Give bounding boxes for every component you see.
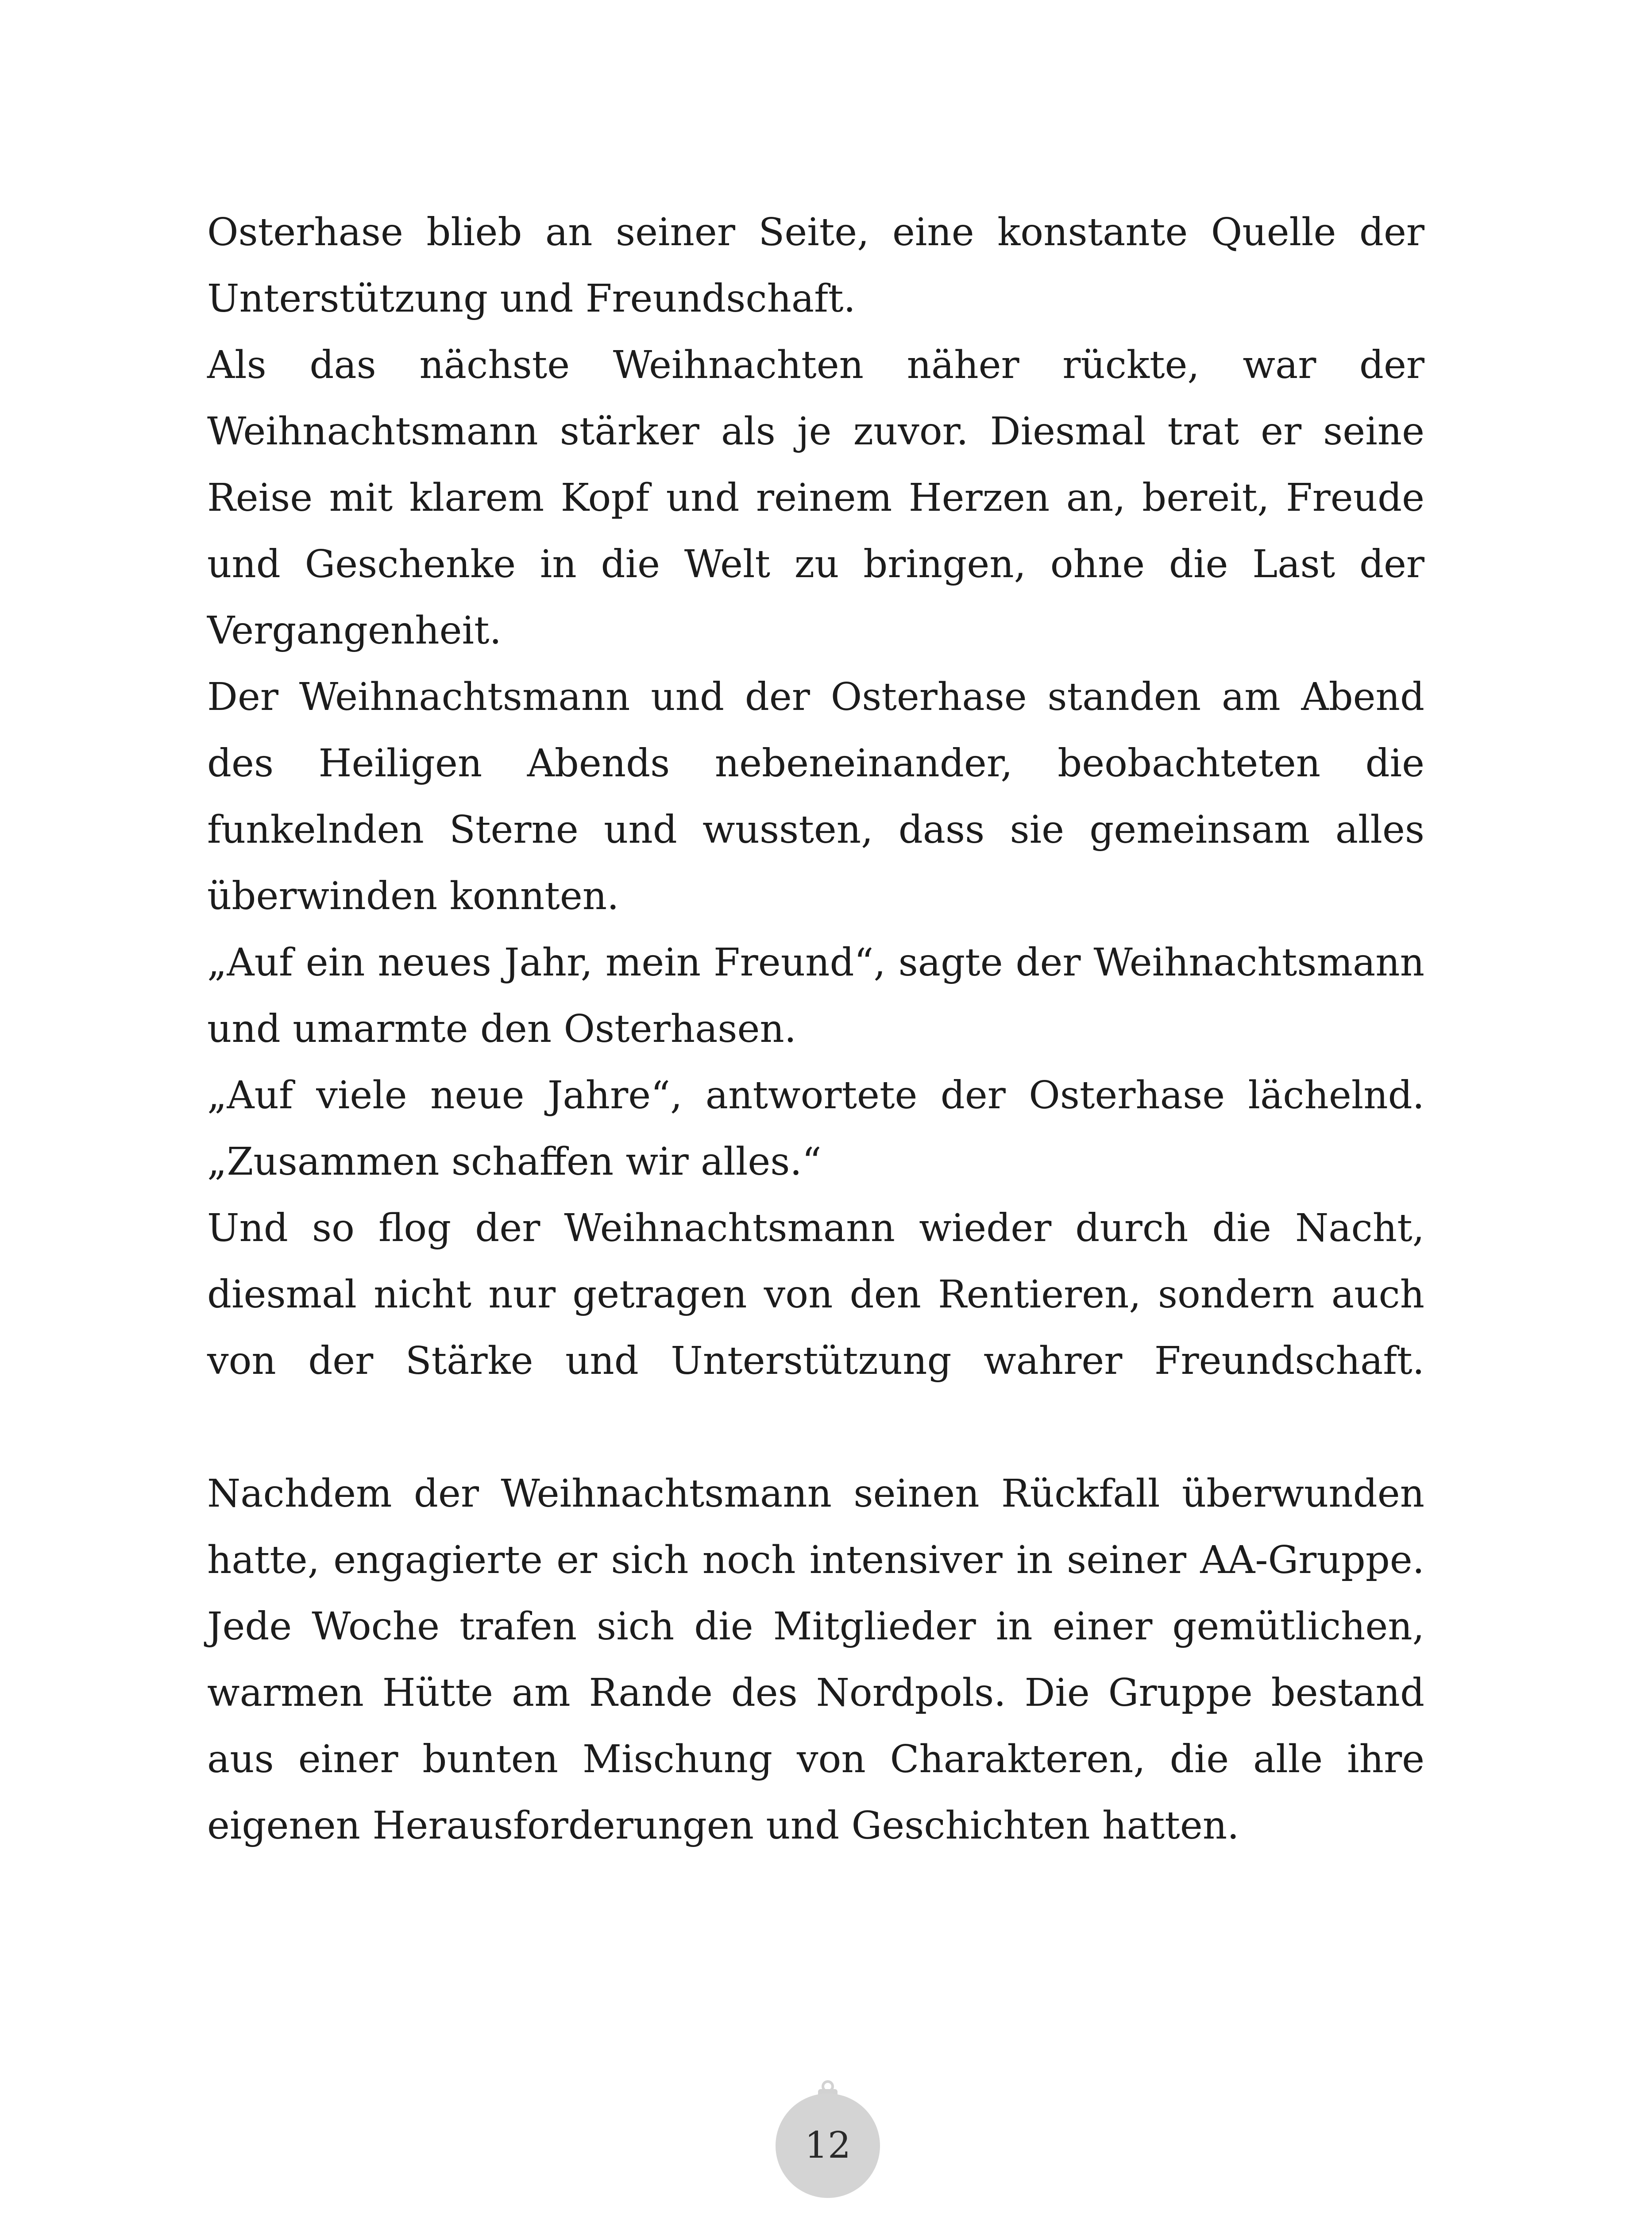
paragraph-5: „Auf viele neue Jahre“, antwortete der Osterhase lächelnd. „Zusammen schaffen wir alles.“: [207, 1073, 1424, 1184]
paragraph-1: Osterhase blieb an seiner Seite, eine konstante Quelle der Unterstützung und Freundschaft.: [207, 210, 1424, 321]
paragraph-4: „Auf ein neues Jahr, mein Freund“, sagte der Weihnachtsmann und umarmte den Osterhasen.: [207, 941, 1424, 1051]
paragraph-7: Nachdem der Weihnachtsmann seinen Rückfall überwunden hatte, engagierte er sich noch intensiver in seiner AA-Gruppe. Jede Woche trafen sich die Mitglieder in einer gemütlichen, warmen Hütte am Rande des Nordpols. Die Gruppe bestand aus einer bunten Mischung von Charakteren, die alle ihre eigenen Herausforderungen und Geschichten hatten.: [207, 1472, 1424, 1848]
paragraph-2: Als das nächste Weihnachten näher rückte, war der Weihnachtsmann stärker als je zuvor. Diesmal trat er seine Reise mit klarem Kopf und reinem Herzen an, bereit, Freude und Geschenke in die Welt zu bringen, ohne die Last der Vergangenheit.: [207, 343, 1424, 653]
page-body: [207, 199, 1424, 1859]
christmas-ornament-icon: [776, 2080, 882, 2195]
paragraph-6: Und so flog der Weihnachtsmann wieder durch die Nacht, diesmal nicht nur getragen von den Rentieren, sondern auch von der Stärke und Unterstützung wahrer Freundschaft.: [207, 1206, 1424, 1383]
page-number: 12: [804, 2124, 851, 2167]
page-number-badge: [776, 2093, 880, 2198]
paragraph-3: Der Weihnachtsmann und der Osterhase standen am Abend des Heiligen Abends nebeneinander, beobachteten die funkelnden Sterne und wussten, dass sie gemeinsam alles überwinden konnten.: [207, 675, 1424, 918]
section-break: [207, 1394, 1424, 1461]
